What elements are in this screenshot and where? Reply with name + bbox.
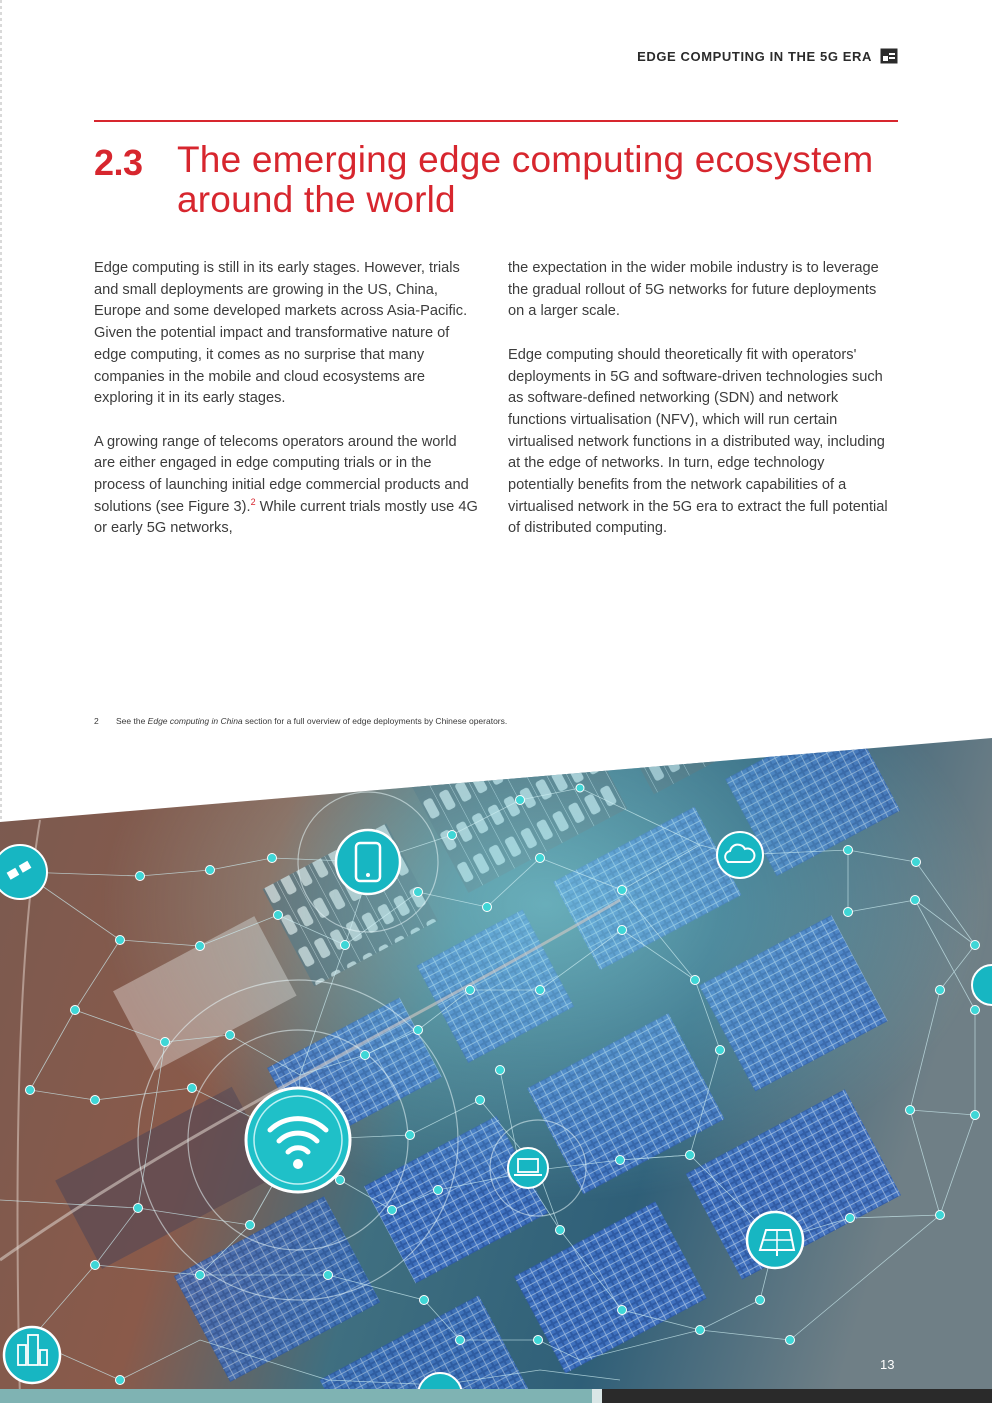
footer-bar-dark — [602, 1389, 992, 1403]
footnote-reference[interactable]: 2 — [250, 496, 256, 507]
running-header: EDGE COMPUTING IN THE 5G ERA — [637, 49, 872, 64]
page-number: 13 — [880, 1357, 895, 1372]
paragraph: the expectation in the wider mobile industry is to leverage the gradual rollout of 5G networks for future deployments on a larger scale. — [508, 260, 879, 320]
satellite-icon — [0, 845, 47, 899]
city-icon — [4, 1327, 60, 1383]
wifi-icon — [246, 1088, 350, 1192]
paragraph: Edge computing should theoretically fit with operators' deployments in 5G and software-driven technologies such as software-defined networking (SDN) and network functions virtualisation (NFV), which will run certain virtualised network functions in a distributed way, including at the edge of networks. In turn, edge technology potentially benefits from the network capabilities of a virtualised network in the 5G era to extract the full potential of distributed computing. — [508, 346, 888, 537]
laptop-icon — [508, 1148, 548, 1188]
paragraph-text: While current trials mostly use 4G or early 5G networks, — [94, 498, 478, 537]
section-number: 2.3 — [94, 142, 143, 183]
footnote-text: section for a full overview of edge deployments by Chinese operators. — [242, 716, 508, 726]
section-title: The emerging edge computing ecosystem around the world — [177, 139, 874, 220]
paragraph-text: A growing range of telecoms operators around the world are either engaged in edge computing trials or in the process of launching initial edge commercial products and solutions (see Figure 3). — [94, 433, 469, 515]
footnote-link[interactable]: Edge computing in China — [147, 716, 243, 726]
smartphone-icon — [336, 830, 400, 894]
solar-panel-icon — [747, 1212, 803, 1268]
footnote-number: 2 — [94, 716, 99, 726]
footer-bar-teal — [0, 1389, 592, 1403]
footnote-text: See the — [116, 716, 148, 726]
cloud-icon — [717, 832, 763, 878]
footer-bar-gap — [592, 1389, 602, 1403]
paragraph: Edge computing is still in its early stages. However, trials and small deployments are growing in the US, China, Europe and some developed markets across Asia-Pacific. Given the potential impact and transformative nature of edge computing, it comes as no surprise that many companies in the mobile and cloud ecosystems are exploring it in its early stages. — [94, 260, 468, 407]
